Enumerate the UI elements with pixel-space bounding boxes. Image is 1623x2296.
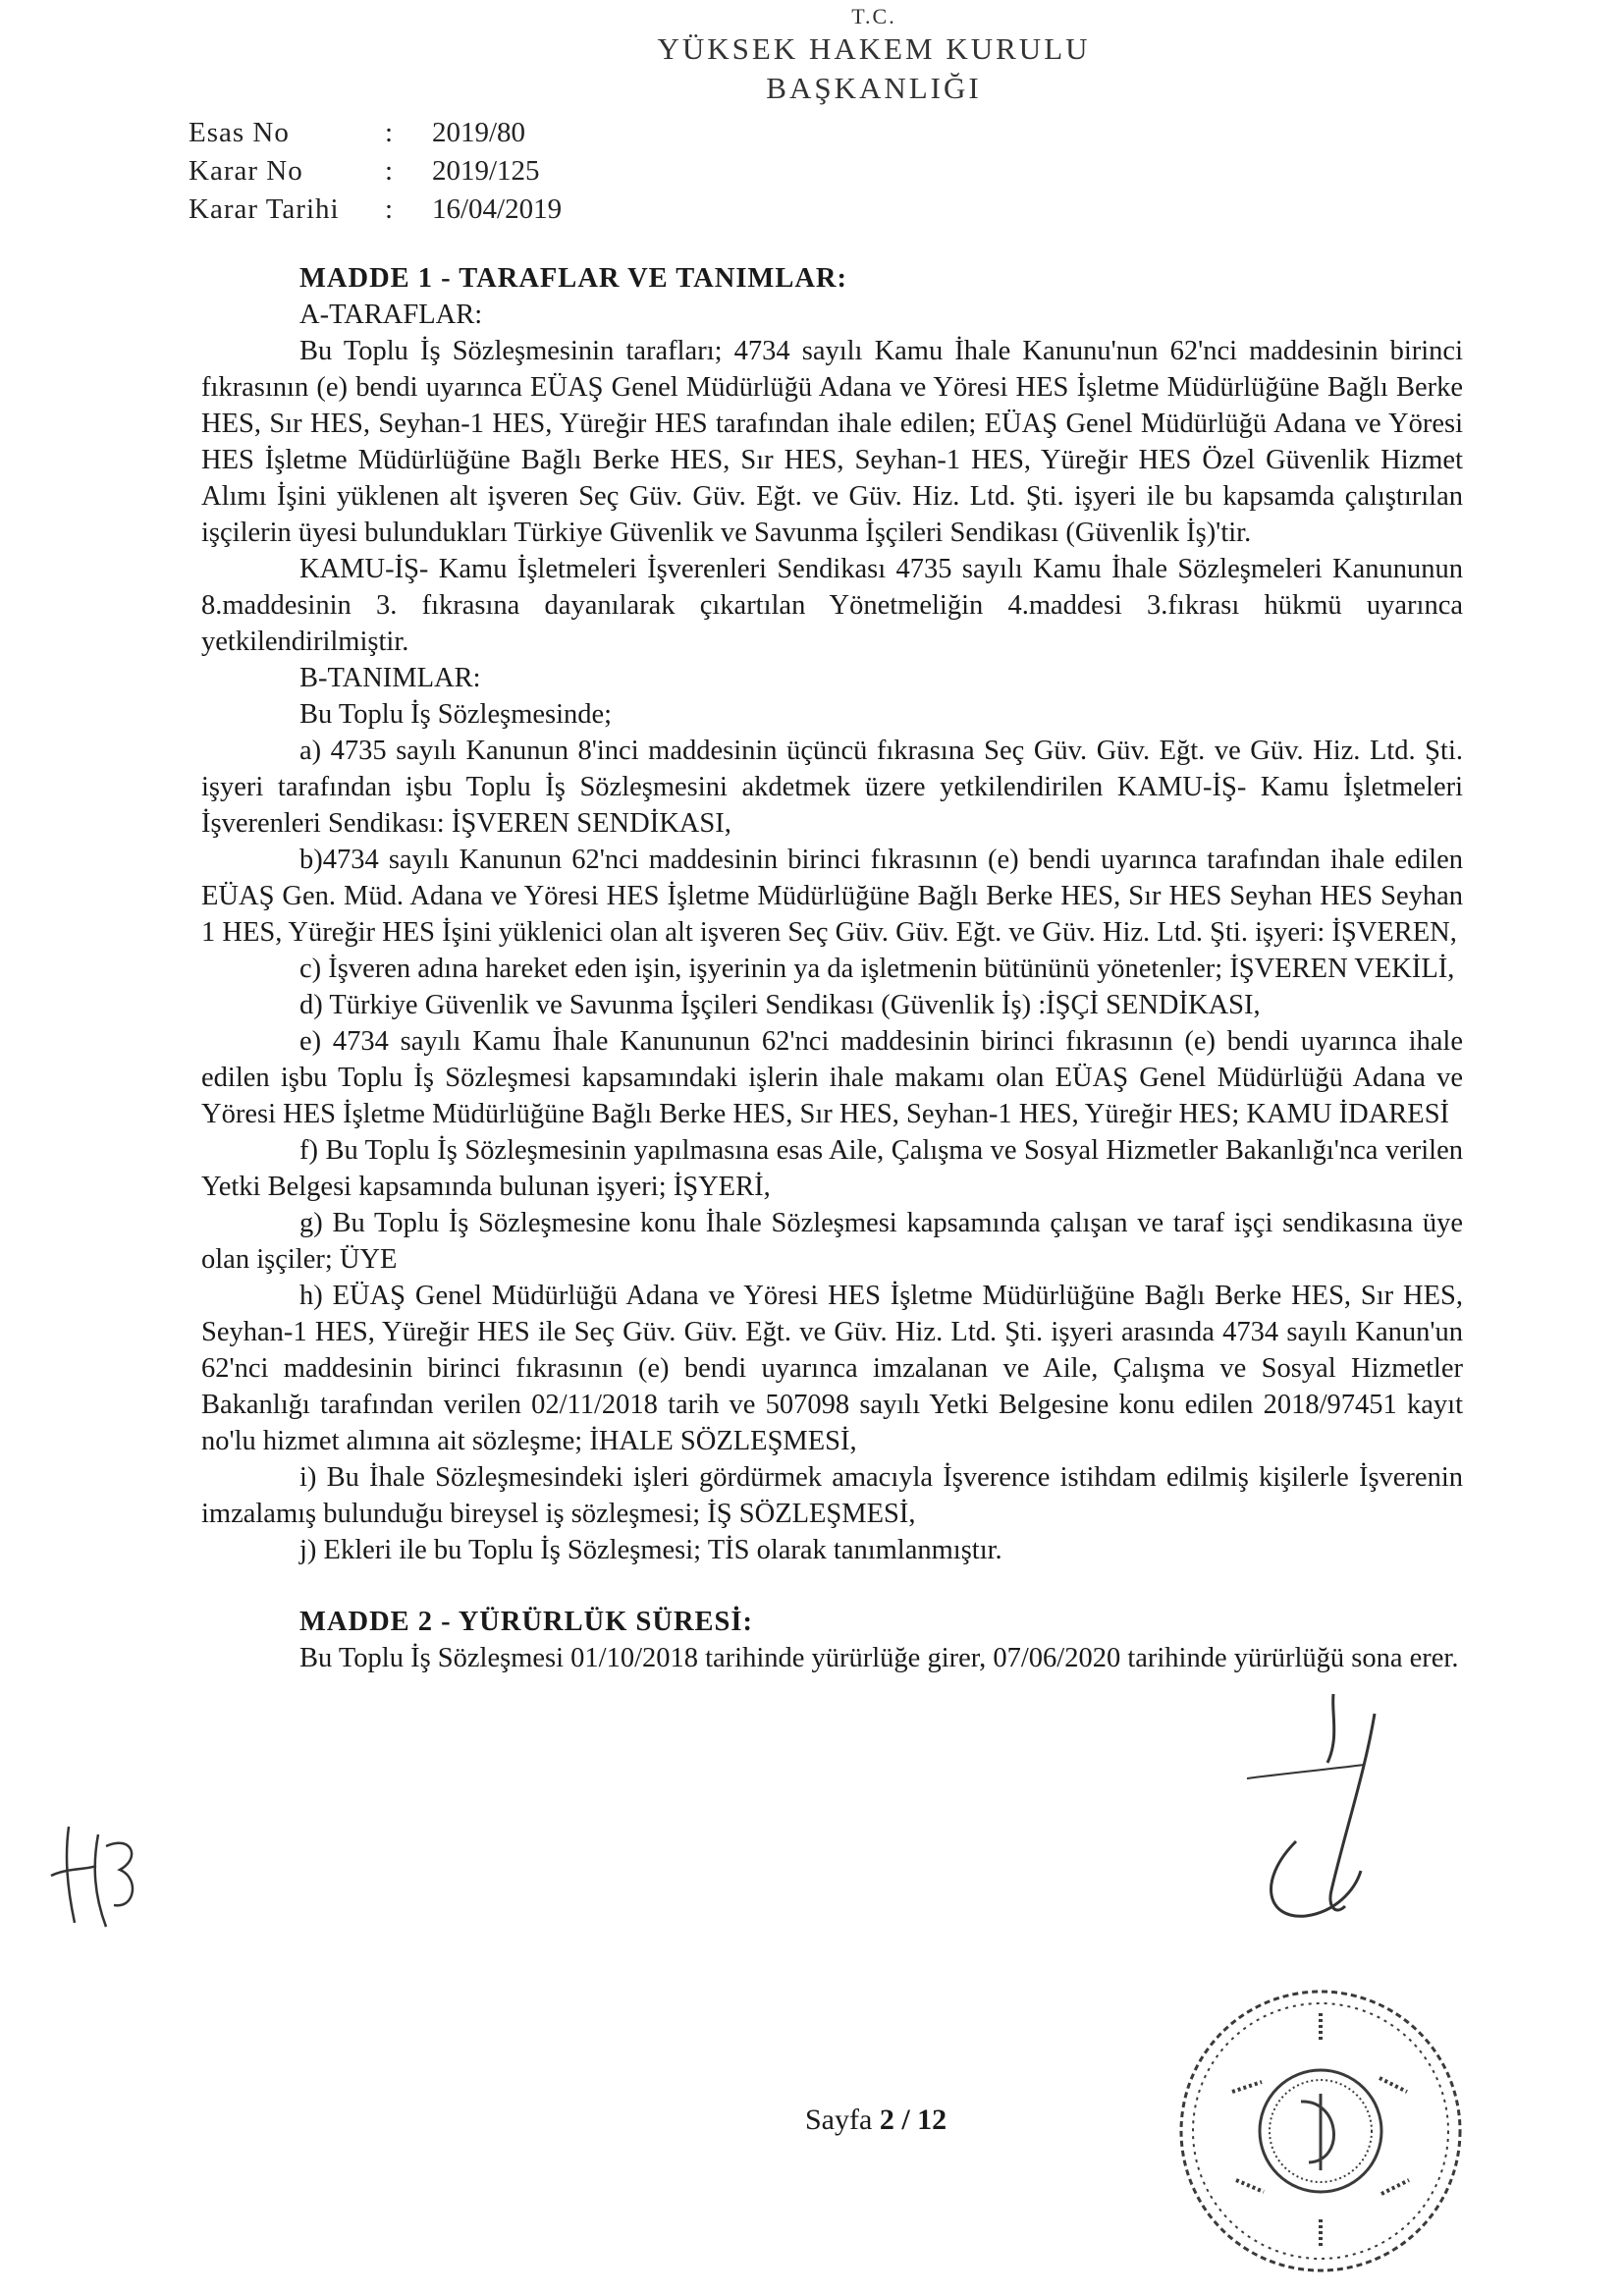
validity-paragraph: Bu Toplu İş Sözleşmesi 01/10/2018 tarihinde yürürlüğe girer, 07/06/2020 tarihinde yürürlüğü sona erer. — [299, 1643, 1459, 1673]
definitions-heading: B-TANIMLAR: — [299, 663, 481, 693]
case-info-value: 2019/80 — [432, 117, 526, 148]
definition-d: d) Türkiye Güvenlik ve Savunma İşçileri Sendikası (Güvenlik İş) :İŞÇİ SENDİKASI, — [299, 990, 1261, 1020]
case-info — [189, 114, 562, 229]
official-seal-stamp — [1173, 1984, 1468, 2278]
definition-i: i) Bu İhale Sözleşmesindeki işleri gördürmek amacıyla İşverence istihdam edilmiş kişilerle İşverenin imzalamış bulunduğu bireysel iş sözleşmesi; İŞ SÖZLEŞMESİ, — [201, 1462, 1463, 1529]
header-presidency: BAŞKANLIĞI — [766, 71, 982, 105]
case-info-colon: : — [385, 193, 394, 225]
case-info-label: Esas No — [189, 117, 290, 148]
parties-paragraph: Bu Toplu İş Sözleşmesinin tarafları; 4734 sayılı Kamu İhale Kanunu'nun 62'nci maddesinin birinci fıkrasının (e) bendi uyarınca EÜAŞ Genel Müdürlüğü Adana ve Yöresi HES İşletme Müdürlüğüne Bağlı Berke HES, Sır HES, Seyhan-1 HES, Yüreğir HES tarafından ihale edilen; EÜAŞ Genel Müdürlüğü Adana ve Yöresi HES İşletme Müdürlüğüne Bağlı Berke HES, Sır HES, Seyhan-1 HES, Yüreğir HES Özel Güvenlik Hizmet Alımı İşini yüklenen alt işveren Seç Güv. Güv. Eğt. ve Güv. Hiz. Ltd. Şti. işyeri ile bu kapsamda çalıştırılan işçilerin üyesi bulundukları Türkiye Güvenlik ve Savunma İşçileri Sendikası (Güvenlik İş)'tir. — [201, 336, 1463, 548]
definition-h: h) EÜAŞ Genel Müdürlüğü Adana ve Yöresi HES İşletme Müdürlüğüne Bağlı Berke HES, Sır HES, Seyhan-1 HES, Yüreğir HES ile Seç Güv. Güv. Eğt. ve Güv. Hiz. Ltd. Şti. işyeri arasında 4734 sayılı Kanun'un 62'nci maddesinin birinci fıkrasının (e) bendi uyarınca imzalanan ve Aile, Çalışma ve Sosyal Hizmetler Bakanlığı tarafından verilen 02/11/2018 tarih ve 507098 sayılı Yetki Belgesine konu edilen 2018/97451 kayıt no'lu hizmet alımına ait sözleşme; İHALE SÖZLEŞMESİ, — [201, 1281, 1463, 1456]
case-info-row — [189, 114, 562, 152]
case-info-row — [189, 152, 562, 191]
employer-union-paragraph: KAMU-İŞ- Kamu İşletmeleri İşverenleri Sendikası 4735 sayılı Kamu İhale Sözleşmeleri Kanununun 8.maddesinin 3. fıkrasına dayanılarak çıkartılan Yönetmeliğin 4.maddesi 3.fıkrası hükmü uyarınca yetkilendirilmiştir. — [201, 554, 1463, 657]
definition-e: e) 4734 sayılı Kamu İhale Kanununun 62'nci maddesinin birinci fıkrasının (e) bendi uyarınca ihale edilen işbu Toplu İş Sözleşmesi kapsamındaki işlerin ihale makamı olan EÜAŞ Genel Müdürlüğü Adana ve Yöresi HES İşletme Müdürlüğüne Bağlı Berke HES, Sır HES, Seyhan-1 HES, Yüreğir HES; KAMU İDARESİ — [201, 1026, 1463, 1129]
document-header — [550, 4, 1198, 108]
page-number-prefix: Sayfa — [805, 2104, 873, 2136]
case-info-label: Karar No — [189, 155, 303, 187]
page-number-value: 2 / 12 — [879, 2104, 947, 2136]
case-info-value: 2019/125 — [432, 155, 540, 187]
document-body — [201, 260, 1463, 1676]
definition-g: g) Bu Toplu İş Sözleşmesine konu İhale Sözleşmesi kapsamında çalışan ve taraf işçi sendikasına üye olan işçiler; ÜYE — [201, 1208, 1463, 1275]
definition-b: b)4734 sayılı Kanunun 62'nci maddesinin birinci fıkrasının (e) bendi uyarınca tarafından ihale edilen EÜAŞ Gen. Müd. Adana ve Yöresi HES İşletme Müdürlüğüne Bağlı Berke HES, Sır HES Seyhan HES Seyhan 1 HES, Yüreğir HES İşini yüklenici olan alt işveren Seç Güv. Güv. Eğt. ve Güv. Hiz. Ltd. Şti. işyeri: İŞVEREN, — [201, 845, 1463, 948]
definition-c: c) İşveren adına hareket eden işin, işyerinin ya da işletmenin bütününü yönetenler; İŞVEREN VEKİLİ, — [299, 954, 1455, 984]
page-number — [805, 2104, 947, 2137]
definitions-intro: Bu Toplu İş Sözleşmesinde; — [299, 699, 613, 730]
header-institution: YÜKSEK HAKEM KURULU — [657, 31, 1091, 66]
case-info-row — [189, 191, 562, 229]
case-info-colon: : — [385, 155, 394, 187]
case-info-value: 16/04/2019 — [432, 193, 563, 225]
definition-j: j) Ekleri ile bu Toplu İş Sözleşmesi; TİS olarak tanımlanmıştır. — [299, 1535, 1002, 1565]
case-info-colon: : — [385, 117, 394, 148]
article-2-title: MADDE 2 - YÜRÜRLÜK SÜRESİ: — [299, 1607, 753, 1637]
signature-mark — [1237, 1684, 1394, 1940]
parties-heading: A-TARAFLAR: — [299, 300, 483, 330]
header-tc: T.C. — [851, 4, 896, 28]
case-info-label: Karar Tarihi — [189, 193, 340, 225]
definition-f: f) Bu Toplu İş Sözleşmesinin yapılmasına esas Aile, Çalışma ve Sosyal Hizmetler Bakanlığı'nca verilen Yetki Belgesi kapsamında bulunan işyeri; İŞYERİ, — [201, 1135, 1463, 1202]
margin-initials-mark — [37, 1807, 155, 1944]
definition-a: a) 4735 sayılı Kanunun 8'inci maddesinin üçüncü fıkrasına Seç Güv. Güv. Eğt. ve Güv. Hiz. Ltd. Şti. işyeri tarafından işbu Toplu İş Sözleşmesini akdetmek üzere yetkilendirilen KAMU-İŞ- Kamu İşletmeleri İşverenleri Sendikası: İŞVEREN SENDİKASI, — [201, 736, 1463, 839]
article-1-title: MADDE 1 - TARAFLAR VE TANIMLAR: — [299, 263, 847, 294]
